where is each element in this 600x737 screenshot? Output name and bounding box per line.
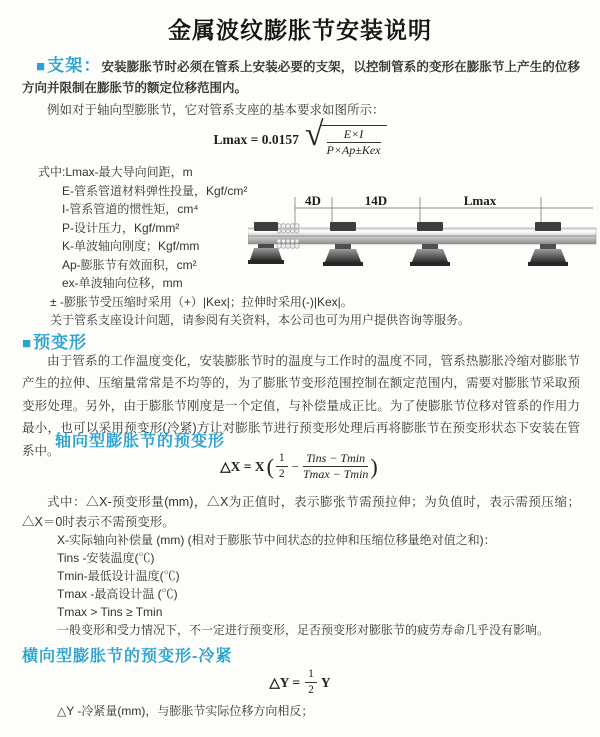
fraction-one-half bbox=[276, 452, 288, 481]
definition-line: 一般变形和受力情况下，不一定进行预变形，足否预变形对膨胀节的疲劳寿命几乎没有影响。 bbox=[57, 623, 550, 637]
definition-line: I-管系管道的惯性矩，cm⁴ bbox=[62, 202, 199, 216]
support-example-text: 例如对于轴向型膨胀节，它对管系支座的基本要求如图所示： bbox=[47, 103, 385, 117]
page-title: 金属波纹膨胀节安装说明 bbox=[168, 17, 432, 43]
radicand bbox=[321, 125, 387, 157]
definition-line: Tmin-最低设计温度(℃) bbox=[57, 569, 180, 583]
dim-label-14d: 14D bbox=[364, 193, 388, 208]
fraction-one-half bbox=[305, 668, 317, 697]
temperature-fraction bbox=[303, 452, 368, 481]
definition-line: Tmax > Tins ≥ Tmin bbox=[57, 605, 163, 619]
square-root-expression bbox=[304, 116, 387, 157]
support-section-paragraph bbox=[22, 55, 580, 99]
axial-formula bbox=[0, 452, 600, 481]
axial-subheading: 轴向型膨胀节的预变形 bbox=[55, 433, 226, 450]
predeform-paragraph: 由于管系的工作温度变化，安装膨胀节时的温度与工作时的温度不同，管系热膨胀冷缩对膨胀节产生的拉伸、压缩量常常是不均等的，为了膨胀节变形范围控制在额定范围内，需要对膨胀节采取预变形处理。另外，由于膨胀节刚度是一个定值，与补偿量成正比。为了使膨胀节位移对管系的作用力最小，也可以采用预变形(冷紧)方让对膨胀节进行预变形处理后再将膨胀节在预变形状态下安装在管系中。 bbox=[22, 354, 580, 458]
fraction-numerator: 1 bbox=[305, 668, 317, 683]
lmax-formula bbox=[0, 116, 600, 157]
definition-line: ± -膨胀节受压缩时采用（+）|Kex|；拉伸时采用(-)|Kex|。 bbox=[50, 294, 353, 309]
definition-line: P-设计压力，Kgf/mm² bbox=[62, 220, 180, 235]
predeform-heading-text: 预变形 bbox=[33, 333, 88, 352]
fraction-numerator: 1 bbox=[276, 452, 288, 467]
pipe-support-diagram bbox=[248, 192, 598, 292]
lateral-subheading: 横向型膨胀节的预变形-冷紧 bbox=[22, 648, 233, 665]
fraction-denominator: Tmax − Tmin bbox=[302, 467, 369, 481]
close-paren: ) bbox=[370, 453, 378, 479]
support-section-heading: 支架： bbox=[47, 56, 102, 75]
fraction-numerator: Tins − Tmin bbox=[303, 452, 368, 467]
definition-line: Ap-膨胀节有效面积，cm² bbox=[62, 257, 197, 272]
fraction-numerator: E×I bbox=[327, 128, 381, 143]
formula-lhs: △Y = bbox=[269, 674, 301, 690]
definition-line: K-单波轴向刚度；Kgf/mm bbox=[62, 239, 200, 253]
definition-line: ex-单波轴向位移，mm bbox=[62, 276, 183, 290]
radical-sign: √ bbox=[304, 116, 324, 153]
formula-rhs: Y bbox=[320, 674, 331, 690]
open-paren: ( bbox=[266, 453, 274, 479]
axial-note-paragraph: 式中：△X-预变形量(mm)，△X为正值时，表示膨张节需预拉伸；为负值时，表示需预压缩；△X＝0时表示不需预变形。 bbox=[22, 495, 580, 529]
fraction-denominator: P×Ap±Kex bbox=[326, 143, 381, 157]
dim-label-4d: 4D bbox=[305, 193, 321, 208]
minus-sign: − bbox=[291, 458, 299, 474]
axial-definition-list bbox=[57, 531, 549, 639]
definition-line: E-管系管道材料弹性投量，Kgf/cm² bbox=[62, 183, 248, 198]
blue-square-icon: ■ bbox=[22, 335, 32, 352]
definition-line: Tmax -最高设计温 (℃) bbox=[57, 587, 178, 601]
definition-line: 关于管系支座设计问题，请参阅有关资料，本公司也可为用户提供咨询等服务。 bbox=[50, 313, 471, 327]
fraction-denominator: 2 bbox=[308, 684, 314, 696]
dim-label-lmax: Lmax bbox=[463, 193, 497, 208]
lateral-formula bbox=[0, 668, 600, 697]
fraction bbox=[327, 128, 381, 157]
definition-line: 式中:Lmax-最大导向间距，m bbox=[38, 165, 193, 179]
formula-lhs: △X = X bbox=[220, 458, 265, 474]
support-intro-text: 安装膨胀节时必须在管系上安装必要的支架，以控制管系的变形在膨胀节上产生的位移方向并限制在膨胀节的额定位移范围内。 bbox=[22, 60, 580, 95]
definition-line: X-实际轴向补偿量 (mm) (相对于膨胀节中间状态的拉伸和压缩位移量绝对值之和)： bbox=[57, 533, 496, 547]
fraction-denominator: 2 bbox=[278, 468, 285, 480]
formula-lhs: Lmax = 0.0157 bbox=[213, 131, 299, 147]
definition-line: Tins -安装温度(℃) bbox=[57, 551, 155, 565]
lateral-note: △Y -冷紧量(mm)，与膨胀节实际位移方向相反； bbox=[57, 704, 314, 718]
blue-square-icon: ■ bbox=[36, 58, 46, 75]
